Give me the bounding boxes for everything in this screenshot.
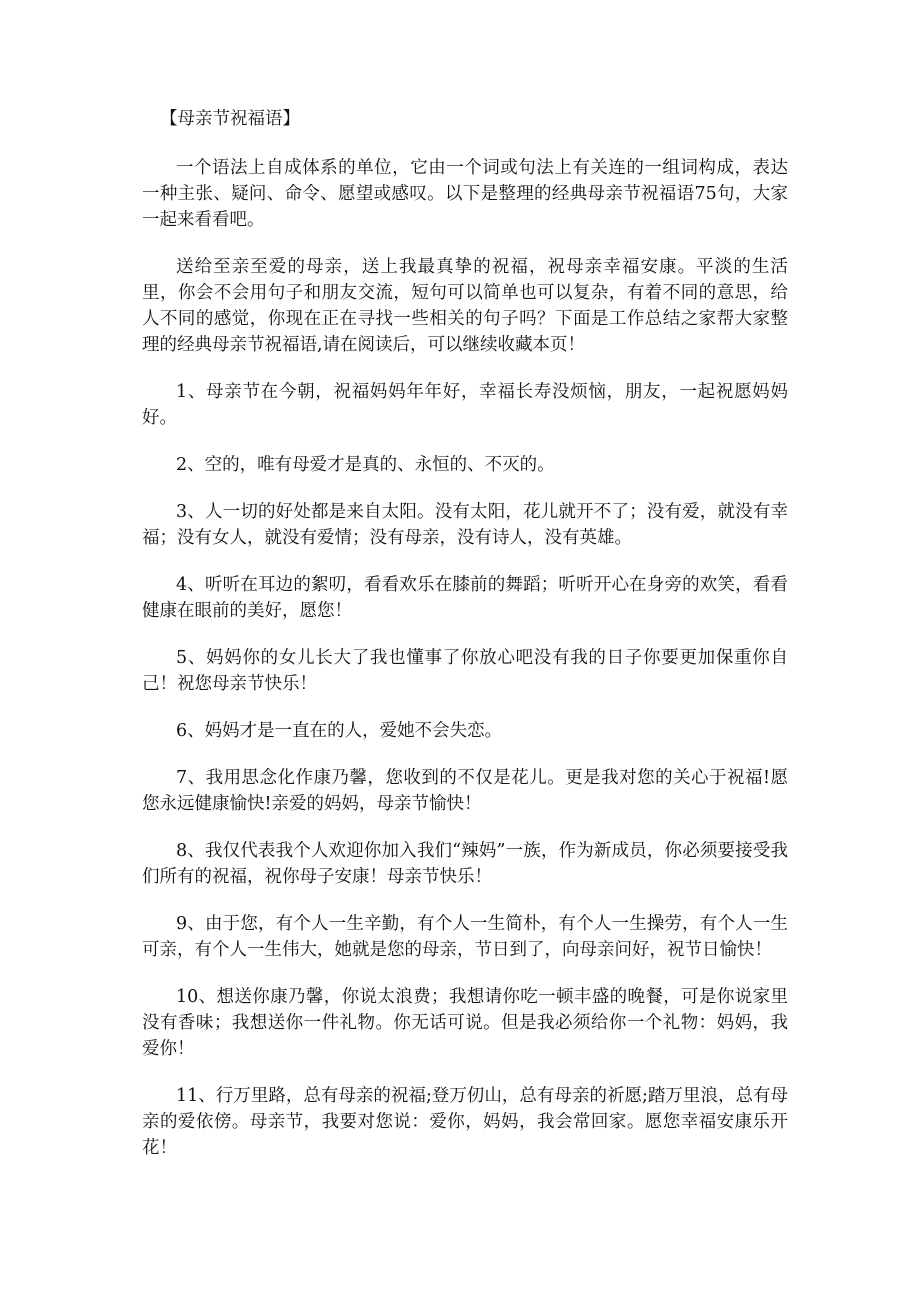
blessing-item-1: 1、母亲节在今朝，祝福妈妈年年好，幸福长寿没烦恼，朋友，一起祝愿妈妈好。	[142, 382, 788, 428]
blessing-item-10: 10、想送你康乃馨，你说太浪费；我想请你吃一顿丰盛的晚餐，可是你说家里没有香味；我想送你一件礼物。你无话可说。但是我必须给你一个礼物：妈妈，我爱你！	[142, 987, 788, 1059]
blessing-item-8: 8、我仅代表我个人欢迎你加入我们“辣妈”一族，作为新成员，你必须要接受我们所有的祝福，祝你母子安康！母亲节快乐！	[142, 841, 788, 887]
blessing-item-7: 7、我用思念化作康乃馨，您收到的不仅是花儿。更是我对您的关心于祝福!愿您永远健康愉快!亲爱的妈妈，母亲节愉快！	[142, 768, 788, 814]
blessing-item-11: 11、行万里路，总有母亲的祝福;登万仞山，总有母亲的祈愿;踏万里浪，总有母亲的爱依傍。母亲节，我要对您说：爱你，妈妈，我会常回家。愿您幸福安康乐开花！	[142, 1086, 788, 1158]
blessing-item-9: 9、由于您，有个人一生辛勤，有个人一生简朴，有个人一生操劳，有个人一生可亲，有个人一生伟大，她就是您的母亲，节日到了，向母亲问好，祝节日愉快！	[142, 914, 788, 960]
blessing-item-6: 6、妈妈才是一直在的人，爱她不会失恋。	[176, 721, 503, 741]
blessing-item-2: 2、空的，唯有母爱才是真的、永恒的、不灭的。	[176, 455, 555, 475]
intro-paragraph: 一个语法上自成体系的单位，它由一个词或句法上有关连的一组词构成，表达一种主张、疑问、命令、愿望或感叹。以下是整理的经典母亲节祝福语75句，大家一起来看看吧。	[142, 158, 788, 230]
document-title: 【母亲节祝福语】	[160, 109, 300, 129]
blessing-item-4: 4、听听在耳边的絮叨，看看欢乐在膝前的舞蹈；听听开心在身旁的欢笑，看看健康在眼前的美好，愿您！	[142, 575, 788, 621]
blessing-item-5: 5、妈妈你的女儿长大了我也懂事了你放心吧没有我的日子你要更加保重你自己！祝您母亲节快乐！	[142, 648, 788, 694]
blessing-item-3: 3、人一切的好处都是来自太阳。没有太阳，花儿就开不了；没有爱，就没有幸福；没有女人，就没有爱情；没有母亲，没有诗人，没有英雄。	[142, 502, 788, 548]
document-body	[142, 106, 788, 1182]
preface-paragraph: 送给至亲至爱的母亲，送上我最真挚的祝福，祝母亲幸福安康。平淡的生活里，你会不会用句子和朋友交流，短句可以简单也可以复杂，有着不同的意思，给人不同的感觉，你现在正在寻找一些相关的句子吗？下面是工作总结之家帮大家整理的经典母亲节祝福语,请在阅读后，可以继续收藏本页！	[142, 257, 788, 355]
